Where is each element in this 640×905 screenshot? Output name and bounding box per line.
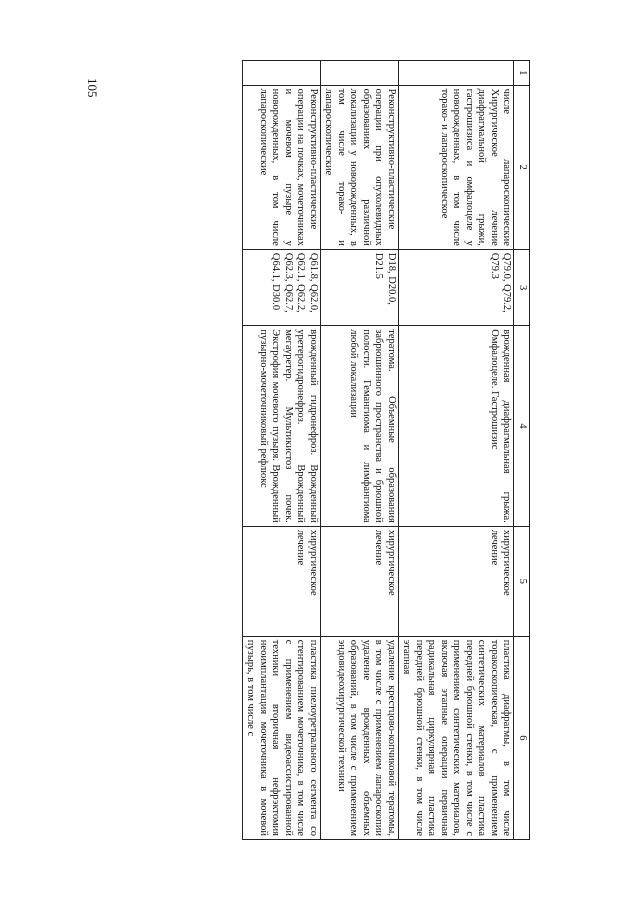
header-col-5: 5	[514, 526, 530, 636]
services-table	[242, 60, 530, 840]
cell-col1	[399, 61, 515, 86]
cell-col1	[321, 61, 399, 86]
cell-codes: Q79.0, Q79.2, Q79.3	[399, 249, 515, 325]
table-row	[399, 61, 515, 840]
cell-codes: Q61.8, Q62.0, Q62.1, Q62.2, Q62.3, Q62.7, Q64.1, D30.0	[243, 249, 321, 325]
header-col-2: 2	[514, 85, 530, 249]
header-col-6: 6	[514, 636, 530, 839]
table-row	[243, 61, 321, 840]
cell-diagnosis: тератома. Объемные образования забрюшинного пространства и брюшной полости. Гемангиома и лимфангиома любой локализации	[321, 326, 399, 527]
cell-col1	[243, 61, 321, 86]
cell-operation: Реконструктивно-пластические операции при опухолевидных образованиях различной локализации у новорожденных, в том числе торако- и лапароскопические	[321, 85, 399, 249]
cell-diagnosis: врожденная диафрагмальная грыжа. Омфалоцеле. Гастрошизис	[399, 326, 515, 527]
cell-diagnosis: врожденный гидронефроз. Врожденный уретерогидронефроз. Врожденный мегауретер. Мультикистоз почек. Экстрофия мочевого пузыря. Врожденный пузырно-мочеточниковый рефлюкс	[243, 326, 321, 527]
header-col-3: 3	[514, 249, 530, 325]
table-row	[321, 61, 399, 840]
cell-method: пластика диафрагмы, в том числе торакоскопическая, с применением синтетических материалов пластика передней брюшной стенки, в том числе с применением синтетических материалов, включая этапные операции первичная радикальная циркулярная пластика передней брюшной стенки, в том числе этапная	[399, 636, 515, 839]
cell-treatment-type: хирургическое лечение	[399, 526, 515, 636]
cell-method: удаление крестцово-копчиковой тератомы, в том числе с применением лапароскопии удаление врожденных объемных образований, в том числе с применением эндовидеохирургической техники	[321, 636, 399, 839]
header-col-1: 1	[514, 61, 530, 86]
cell-operation: числе лапароскопические Хирургическое лечение диафрагмальной грыжи, гастрошизиса и омфалоцеле у новорожденных, в том числе торако- и лапароскопическое	[399, 85, 515, 249]
rotated-table-container	[110, 60, 530, 840]
cell-operation: Реконструктивно-пластические операции на почках, мочеточниках и мочевом пузыре у новорожденных, в том числе лапароскопические	[243, 85, 321, 249]
header-col-4: 4	[514, 326, 530, 527]
cell-treatment-type: хирургическое лечение	[321, 526, 399, 636]
cell-codes: D18, D20.0, D21.5	[321, 249, 399, 325]
page-number: 105	[85, 78, 100, 98]
header-row	[514, 61, 530, 840]
cell-method: пластика пиелоуретрального сегмента со стентированием мочеточника, в том числе с применением видеоассистированной техники вторичная нефрэктомия неоимплантация мочеточника в мочевой пузырь, в том числе с	[243, 636, 321, 839]
cell-treatment-type: хирургическое лечение	[243, 526, 321, 636]
